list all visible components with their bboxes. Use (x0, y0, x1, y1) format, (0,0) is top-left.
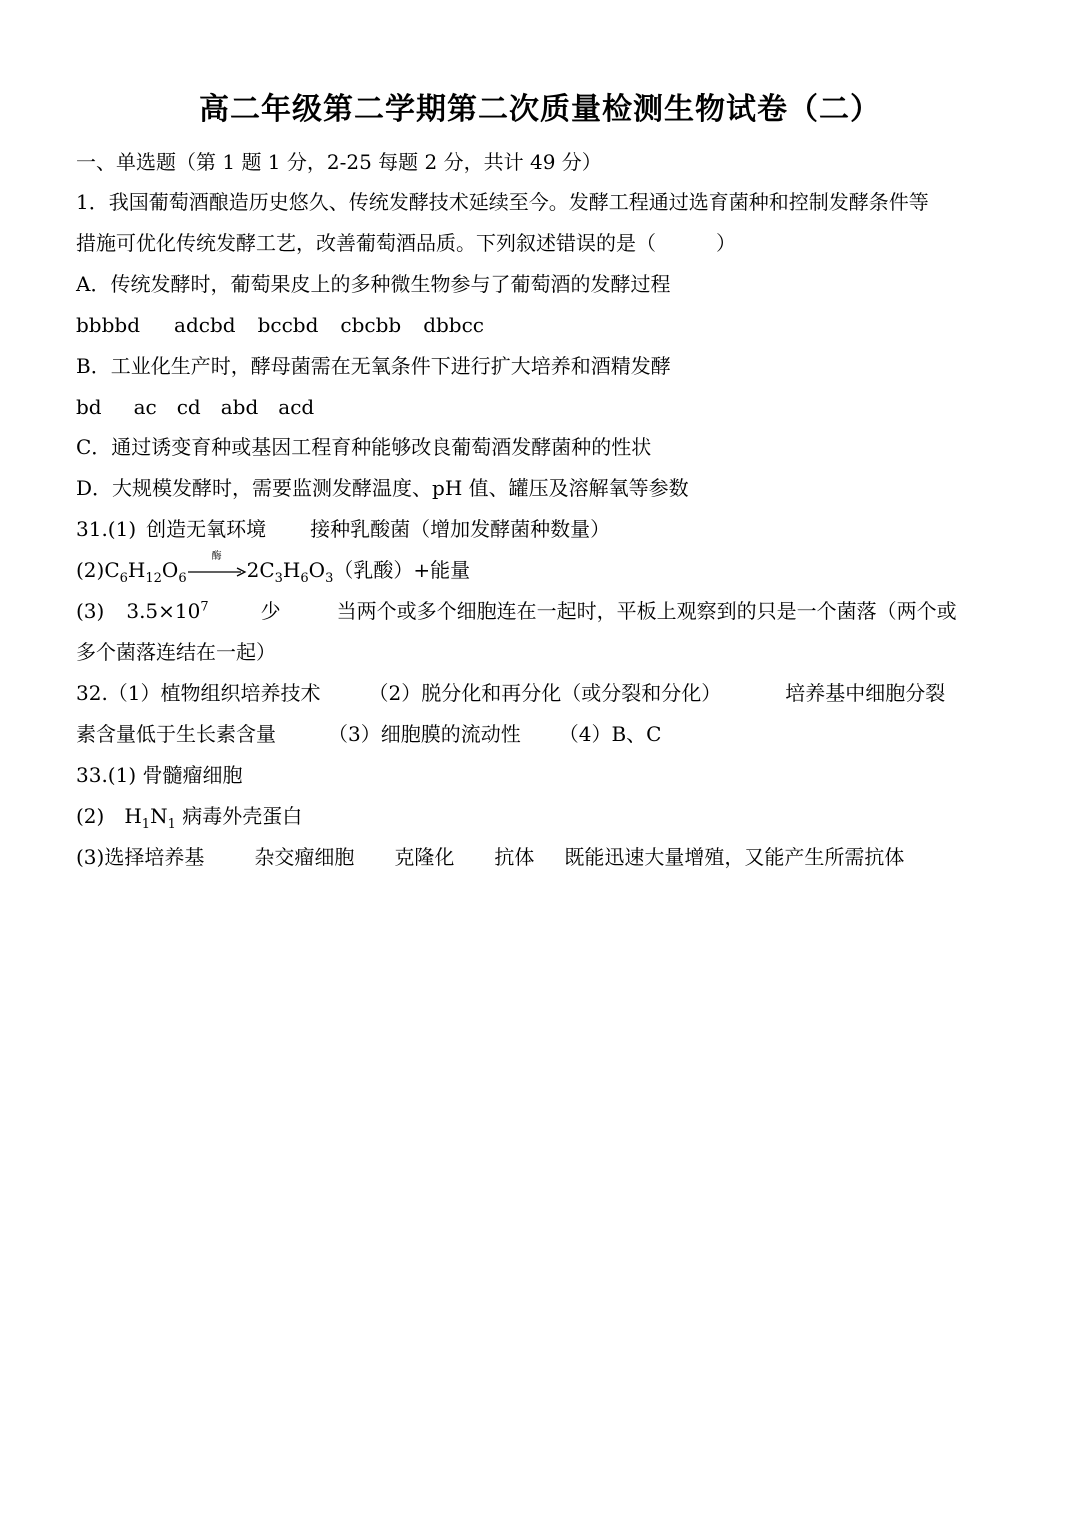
q31-part3-line2: 多个菌落连结在一起） (76, 640, 276, 664)
answer-code: ac (133, 395, 157, 419)
virus-n: N (150, 804, 168, 828)
q33-part3-item: 抗体 (494, 845, 535, 869)
subscript: 6 (300, 571, 309, 586)
answer-code: adcbd (174, 313, 236, 337)
q33-part1: 33.(1) 骨髓瘤细胞 (76, 763, 243, 787)
answer-code: cbcbb (340, 313, 402, 337)
subscript: 3 (274, 571, 283, 586)
q31-part3-reason: 当两个或多个细胞连在一起时，平板上观察到的只是一个菌落（两个或 (336, 599, 957, 623)
virus-h: H (124, 804, 142, 828)
q33-part2-rest: 病毒外壳蛋白 (175, 804, 303, 828)
answer-code: bccbd (257, 313, 319, 337)
q32-answer-4: （4）B、C (558, 722, 662, 746)
q32-answer-2b-cont: 素含量低于生长素含量 (76, 722, 276, 746)
q32-answer-1: 32.（1）植物组织培养技术 (76, 681, 321, 705)
answer-code: dbbcc (423, 313, 484, 337)
q31-part3-value: 3.5×10 (126, 599, 201, 623)
q31-part3-line1 (76, 597, 957, 625)
q33-part3 (76, 843, 904, 871)
q1-option-a: A．传统发酵时，葡萄果皮上的多种微生物参与了葡萄酒的发酵过程 (76, 272, 671, 296)
q32-answer-3: （3）细胞膜的流动性 (328, 722, 521, 746)
q1-option-c: C．通过诱变育种或基因工程育种能够改良葡萄酒发酵菌种的性状 (76, 435, 652, 459)
subscript: 1 (167, 817, 176, 832)
q32-answer-2: （2）脱分化和再分化（或分裂和分化） (368, 681, 722, 705)
q32-line2 (76, 720, 661, 748)
subscript: 6 (119, 571, 128, 586)
page-title: 高二年级第二学期第二次质量检测生物试卷（二） (199, 92, 881, 127)
enzyme-label: 酶 (211, 550, 222, 562)
q31-part2-equation: $(2)C_6H_{12}O_6$ 酶 $2C_3H_6O_3$（乳酸）+能量 (76, 550, 471, 586)
subscript: 12 (145, 571, 162, 586)
q31-part1-prefix: 31.(1) (76, 517, 137, 541)
q33-part3-item: 克隆化 (394, 845, 455, 869)
answer-codes-row-1 (76, 311, 484, 339)
answer-code: cd (176, 395, 201, 419)
subscript: 6 (178, 571, 187, 586)
q31-part3-prefix: (3) (76, 599, 105, 623)
answer-codes-row-2 (76, 393, 314, 421)
superscript: 7 (200, 599, 209, 615)
q1-option-d: D．大规模发酵时，需要监测发酵温度、pH 值、罐压及溶解氧等参数 (76, 476, 689, 500)
answer-code: bd (76, 395, 102, 419)
q33-part2 (76, 802, 302, 830)
subscript: 1 (141, 817, 151, 832)
q31-part3-word: 少 (260, 599, 281, 623)
q33-part2-prefix: (2) (76, 804, 105, 828)
q31-part1-answer-b: 接种乳酸菌（增加发酵菌种数量） (310, 517, 611, 541)
q32-line1 (76, 679, 945, 707)
section-heading: 一、单选题（第 1 题 1 分，2-25 每题 2 分，共计 49 分） (76, 150, 602, 174)
q33-part3-item: (3)选择培养基 (76, 845, 205, 869)
q31-part1-answer-a: 创造无氧环境 (146, 517, 267, 541)
q31-part1 (76, 515, 610, 543)
answer-code: abd (220, 395, 259, 419)
q33-part3-item: 杂交瘤细胞 (254, 845, 355, 869)
subscript: 3 (325, 571, 334, 586)
equation-product: （乳酸）+能量 (333, 558, 471, 582)
q1-stem-line2: 措施可优化传统发酵工艺，改善葡萄酒品质。下列叙述错误的是（ ） (76, 231, 736, 255)
answer-code: acd (278, 395, 315, 419)
q33-part3-item: 既能迅速大量增殖，又能产生所需抗体 (564, 845, 905, 869)
q1-stem-line1: 1．我国葡萄酒酿造历史悠久、传统发酵技术延续至今。发酵工程通过选育菌种和控制发酵条件等 (76, 190, 929, 214)
answer-code: bbbbd (76, 313, 141, 337)
q32-answer-2b: 培养基中细胞分裂 (785, 681, 946, 705)
q1-option-b: B．工业化生产时，酵母菌需在无氧条件下进行扩大培养和酒精发酵 (76, 354, 671, 378)
reaction-arrow-icon (187, 550, 247, 582)
equation-prefix: (2)C (76, 558, 120, 582)
